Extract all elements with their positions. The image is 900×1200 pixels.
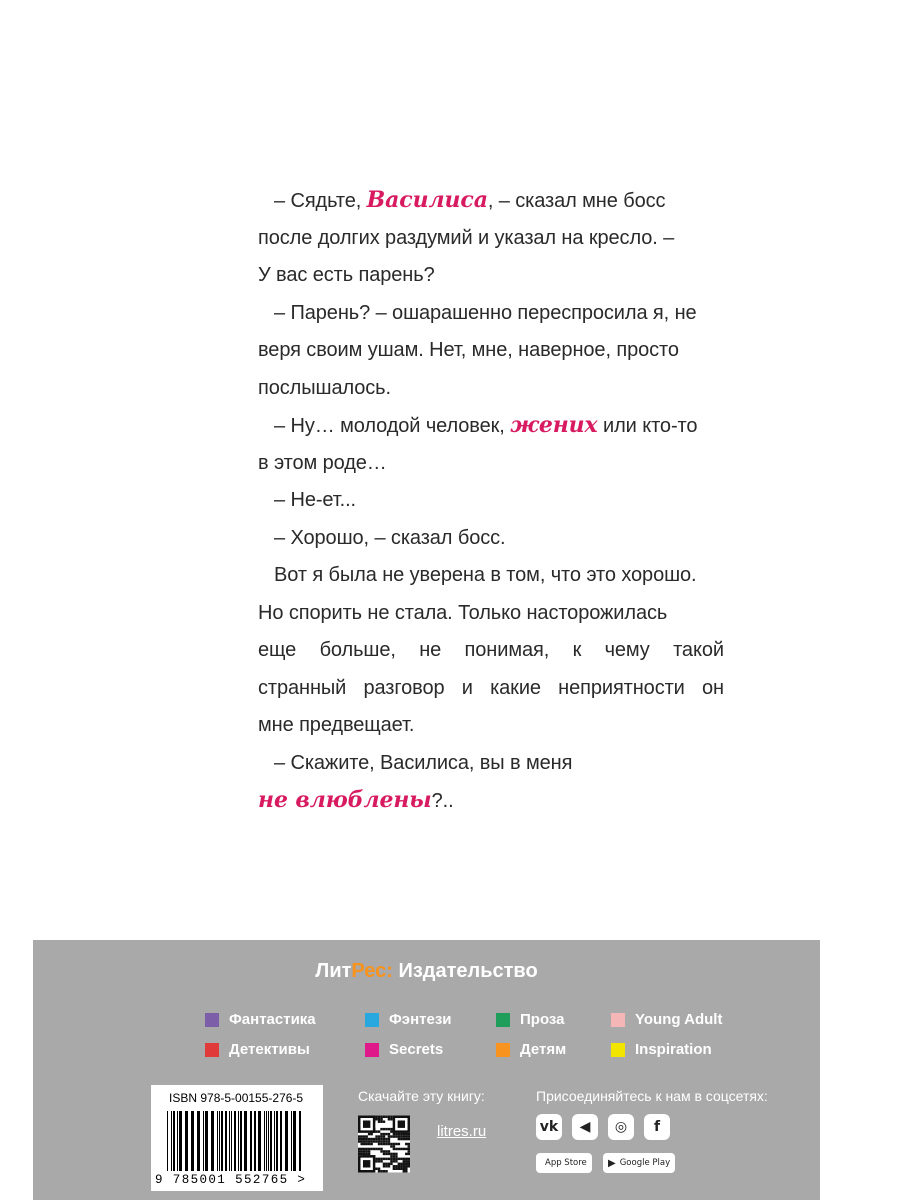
- genre-label: Фантастика: [229, 1011, 316, 1028]
- vk-icon[interactable]: vk: [536, 1114, 562, 1140]
- app-store-badge[interactable]: [536, 1153, 592, 1173]
- telegram-icon[interactable]: ◀: [572, 1114, 598, 1140]
- word: какие: [490, 676, 541, 699]
- genre-color-swatch: [611, 1043, 625, 1057]
- story-line: [258, 782, 724, 820]
- instagram-icon[interactable]: ◎: [608, 1114, 634, 1140]
- word: к: [572, 639, 582, 661]
- genre-item: [205, 1041, 310, 1058]
- story-line: Но спорить не стала. Только насторожилась: [258, 601, 668, 624]
- genre-item: [496, 1041, 566, 1058]
- story-text-segment: или кто-то: [597, 415, 698, 437]
- ean-number: 9 785001 552765 >: [155, 1173, 307, 1187]
- story-text-segment: – Ну… молодой человек,: [274, 415, 511, 437]
- genre-color-swatch: [205, 1013, 219, 1027]
- genre-item: [205, 1011, 316, 1028]
- genre-item: [611, 1041, 712, 1058]
- story-line: в этом роде…: [258, 451, 387, 474]
- genre-label: Детективы: [229, 1041, 310, 1058]
- genre-item: [611, 1011, 722, 1028]
- genre-label: Детям: [520, 1041, 567, 1058]
- story-line: – Не-ет...: [274, 489, 356, 511]
- litres-link[interactable]: litres.ru: [437, 1123, 487, 1140]
- story-text-segment: ?..: [431, 790, 454, 812]
- word: еще: [258, 639, 297, 661]
- story-line: послышалось.: [258, 376, 391, 399]
- google-play-icon: ▶: [608, 1157, 616, 1169]
- isbn-text: ISBN 978-5-00155-276-5: [169, 1091, 304, 1105]
- word: неприятности: [558, 676, 685, 699]
- genre-label: Young Adult: [635, 1011, 723, 1028]
- genre-color-swatch: [611, 1013, 625, 1027]
- highlight-word: жених: [510, 412, 598, 438]
- word: разговор: [363, 676, 445, 699]
- word: больше,: [319, 639, 396, 661]
- word: он: [701, 676, 724, 699]
- publisher-brand: [33, 960, 820, 983]
- genre-color-swatch: [365, 1043, 379, 1057]
- social-label: Присоединяйтесь к нам в соцсетях:: [536, 1088, 768, 1104]
- story-text-segment: – Сядьте,: [274, 190, 367, 212]
- story-line: – Парень? – ошарашенно переспросила я, не: [274, 301, 697, 324]
- qr-code[interactable]: [358, 1115, 410, 1173]
- story-line: [258, 632, 724, 670]
- word: странный: [258, 676, 347, 699]
- story-line: [258, 407, 724, 445]
- genre-item: [496, 1011, 565, 1028]
- story-line: У вас есть парень?: [258, 264, 435, 286]
- story-line: – Скажите, Василиса, вы в меня: [274, 751, 573, 774]
- highlight-phrase: не влюблены: [258, 787, 432, 813]
- genre-color-swatch: [365, 1013, 379, 1027]
- publisher-panel: [33, 940, 820, 1200]
- store-label: Google Play: [619, 1158, 671, 1168]
- story-line: [258, 182, 724, 220]
- word: чему: [604, 639, 650, 661]
- story-line: веря своим ушам. Нет, мне, наверное, просто: [258, 339, 679, 361]
- isbn-barcode: [151, 1085, 323, 1191]
- genre-label: Проза: [520, 1011, 565, 1028]
- story-line: мне предвещает.: [258, 714, 415, 736]
- word: не: [419, 639, 442, 661]
- story-line: [258, 670, 724, 708]
- word: понимая,: [464, 639, 550, 661]
- word: и: [461, 676, 473, 699]
- genre-label: Inspiration: [635, 1041, 712, 1058]
- word: такой: [673, 639, 724, 661]
- download-label: Скачайте эту книгу:: [358, 1088, 485, 1104]
- genre-item: [365, 1041, 443, 1058]
- story-line: Вот я была не уверена в том, что это хорошо.: [274, 564, 697, 586]
- highlight-name: Василиса: [366, 187, 488, 213]
- brand-part: Лит: [315, 960, 352, 982]
- store-label: App Store: [545, 1158, 587, 1168]
- brand-accent: Рес:: [351, 960, 393, 982]
- story-text-segment: , – сказал мне босс: [487, 190, 666, 212]
- genre-label: Фэнтези: [389, 1011, 452, 1028]
- brand-part: Издательство: [392, 960, 538, 982]
- facebook-icon[interactable]: f: [644, 1114, 670, 1140]
- story-line: после долгих раздумий и указал на кресло. –: [258, 226, 675, 249]
- genre-label: Secrets: [389, 1041, 444, 1058]
- genre-item: [365, 1011, 452, 1028]
- genre-color-swatch: [496, 1013, 510, 1027]
- genre-color-swatch: [205, 1043, 219, 1057]
- story-line: – Хорошо, – сказал босс.: [274, 526, 506, 549]
- google-play-badge[interactable]: [603, 1153, 675, 1173]
- genre-color-swatch: [496, 1043, 510, 1057]
- story-text: [258, 182, 724, 820]
- barcode-bars: [167, 1111, 307, 1171]
